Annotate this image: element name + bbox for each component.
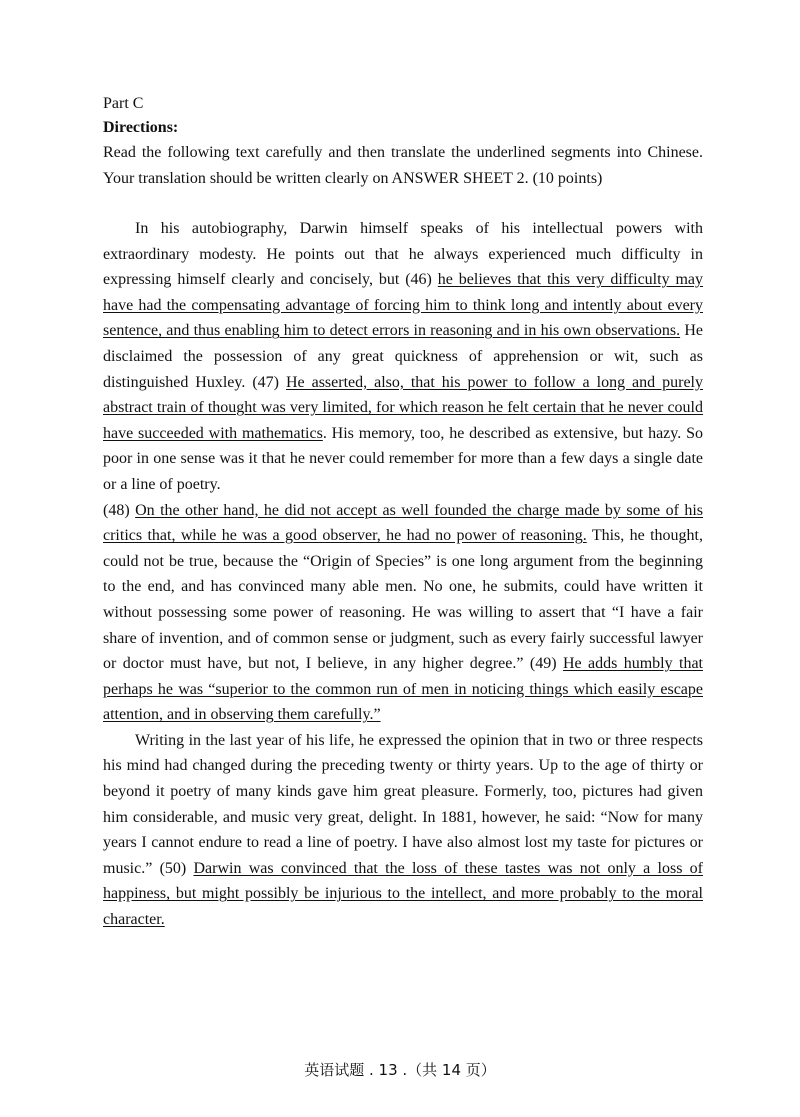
part-title: Part C — [103, 95, 144, 112]
underlined-segment-46: he believes that this very difficulty may have had the compensating advantage of forcing him to think long and intently about every sentence, and thus enabling him to detect errors in reasoning and in his own observations. — [103, 271, 704, 340]
p2-text-1: (48) — [103, 501, 136, 519]
directions-label: Directions: — [103, 119, 179, 136]
p2-text-2: This, he thought, could not be true, because the “Origin of Species” is one long argument from the beginning to the end, and has convinced many able men. No one, he submits, could have written it without possessing some power of reasoning. He was willing to assert that “I have a fair share of invention, and of common sense or judgment, such as every fairly successful lawyer or doctor must have, but not, I believe, in any higher degree.” (49) — [103, 527, 703, 673]
page-footer: 英语试题 . 13 .（共 14 页） — [304, 1061, 496, 1079]
p1-text-2: He disclaimed the possession of any great quickness of apprehension or wit, such as distinguished Huxley. (47) — [103, 322, 703, 391]
paragraph-3 — [103, 728, 703, 933]
underlined-segment-49: He adds humbly that perhaps he was “superior to the common run of men in noticing things which easily escape attention, and in observing them carefully.” — [103, 655, 703, 724]
paragraph-1 — [103, 216, 703, 498]
passage — [103, 216, 703, 933]
p1-text-1: In his autobiography, Darwin himself speaks of his intellectual powers with extraordinary modesty. He points out that he always experienced much difficulty in expressing himself clearly and concisely, but (46) — [103, 220, 703, 289]
paragraph-2 — [103, 498, 703, 728]
underlined-segment-50: Darwin was convinced that the loss of these tastes was not only a loss of happiness, but might possibly be injurious to the intellect, and more probably to the moral character. — [103, 859, 704, 929]
p3-text-1: Writing in the last year of his life, he expressed the opinion that in two or three respects his mind had changed during the preceding twenty or thirty years. Up to the age of thirty or beyond it poetry of many kinds gave him great pleasure. Formerly, too, pictures had given him considerable, and music very great, delight. In 1881, however, he said: “Now for many years I cannot endure to read a line of poetry. I have also almost lost my taste for pictures or music.” (50) — [103, 731, 703, 877]
exam-page — [103, 92, 703, 933]
p1-text-3: . His memory, too, he described as extensive, but hazy. So poor in one sense was it that he never could remember for more than a few days a single date or a line of poetry. — [103, 424, 703, 493]
underlined-segment-48: On the other hand, he did not accept as well founded the charge made by some of his critics that, while he was a good observer, he had no power of reasoning. — [103, 501, 703, 545]
directions-text: Read the following text carefully and then translate the underlined segments into Chinese. Your translation should be written clearly on ANSWER SHEET 2. (10 points) — [103, 144, 703, 187]
underlined-segment-47: He asserted, also, that his power to follow a long and purely abstract train of thought was very limited, for which reason he felt certain that he never could have succeeded with mathematics — [103, 373, 703, 442]
